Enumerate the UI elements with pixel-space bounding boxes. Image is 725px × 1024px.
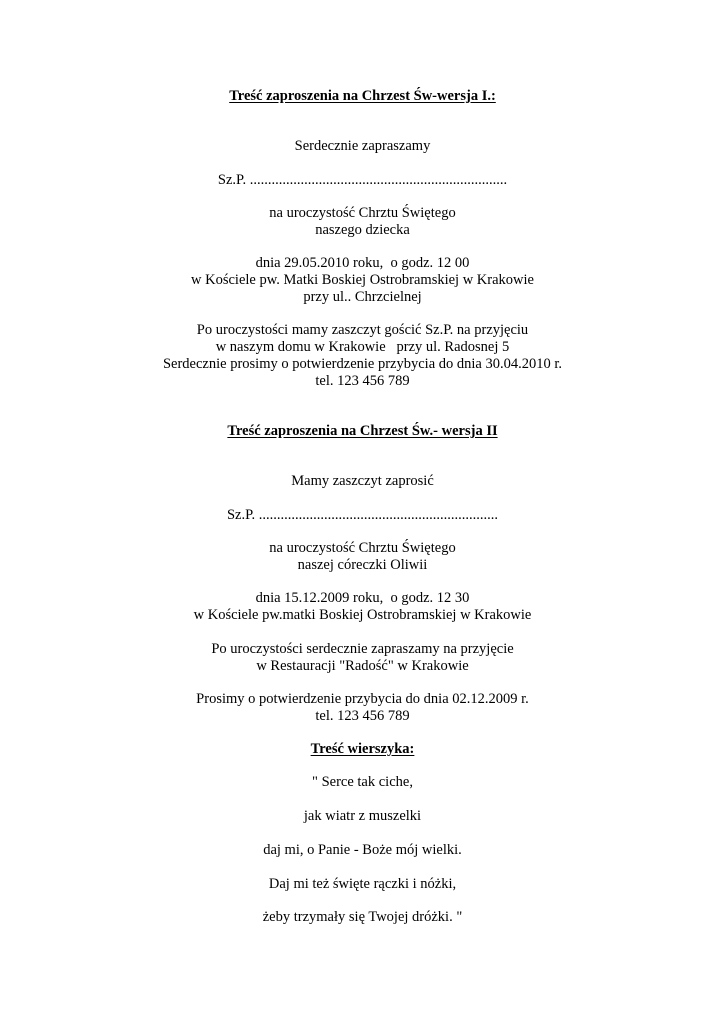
version2-heading: Treść zaproszenia na Chrzest Św.- wersja II [227,423,498,439]
version2-rsvp: Prosimy o potwierdzenie przybycia do dnia 02.12.2009 r. [196,691,529,707]
version1-church: w Kościele pw. Matki Boskiej Ostrobramskiej w Krakowie [191,272,534,288]
poem-line: żeby trzymały się Twojej dróżki. " [262,909,463,925]
poem-line: " Serce tak ciche, [312,774,413,790]
version1-date: dnia 29.05.2010 roku, o godz. 12 00 [255,255,470,271]
version1-rsvp: Serdecznie prosimy o potwierdzenie przybycia do dnia 30.04.2010 r. [162,356,563,372]
version1-occasion-line1: na uroczystość Chrztu Świętego [269,205,456,221]
version1-invite: Serdecznie zapraszamy [294,138,431,154]
version1-heading: Treść zaproszenia na Chrzest Św-wersja I.: [229,88,496,104]
version2-date: dnia 15.12.2009 roku, o godz. 12 30 [255,590,470,606]
version1-reception-line2: w naszym domu w Krakowie przy ul. Radosnej 5 [215,339,510,355]
version1-reception-line1: Po uroczystości mamy zaszczyt gościć Sz.P. na przyjęciu [196,322,529,338]
version2-phone: tel. 123 456 789 [315,708,410,724]
version2-guest: Sz.P. .................................................................. [226,507,499,523]
poem-line: Daj mi też święte rączki i nóżki, [268,876,457,892]
version2-reception-line1: Po uroczystości serdecznie zapraszamy na przyjęcie [211,641,514,657]
version1-phone: tel. 123 456 789 [315,373,410,389]
version1-occasion-line2: naszego dziecka [315,222,410,238]
version2-invite: Mamy zaszczyt zaprosić [291,473,434,489]
poem-line: daj mi, o Panie - Boże mój wielki. [263,842,462,858]
version2-occasion-line1: na uroczystość Chrztu Świętego [269,540,456,556]
version2-church: w Kościele pw.matki Boskiej Ostrobramskiej w Krakowie [193,607,532,623]
version1-guest: Sz.P. ....................................................................... [217,172,508,188]
version1-street: przy ul.. Chrzcielnej [303,289,422,305]
version2-occasion-line2: naszej córeczki Oliwii [297,557,428,573]
poem-heading: Treść wierszyka: [310,741,415,757]
poem-line: jak wiatr z muszelki [303,808,422,824]
version2-reception-line2: w Restauracji "Radość" w Krakowie [256,658,469,674]
